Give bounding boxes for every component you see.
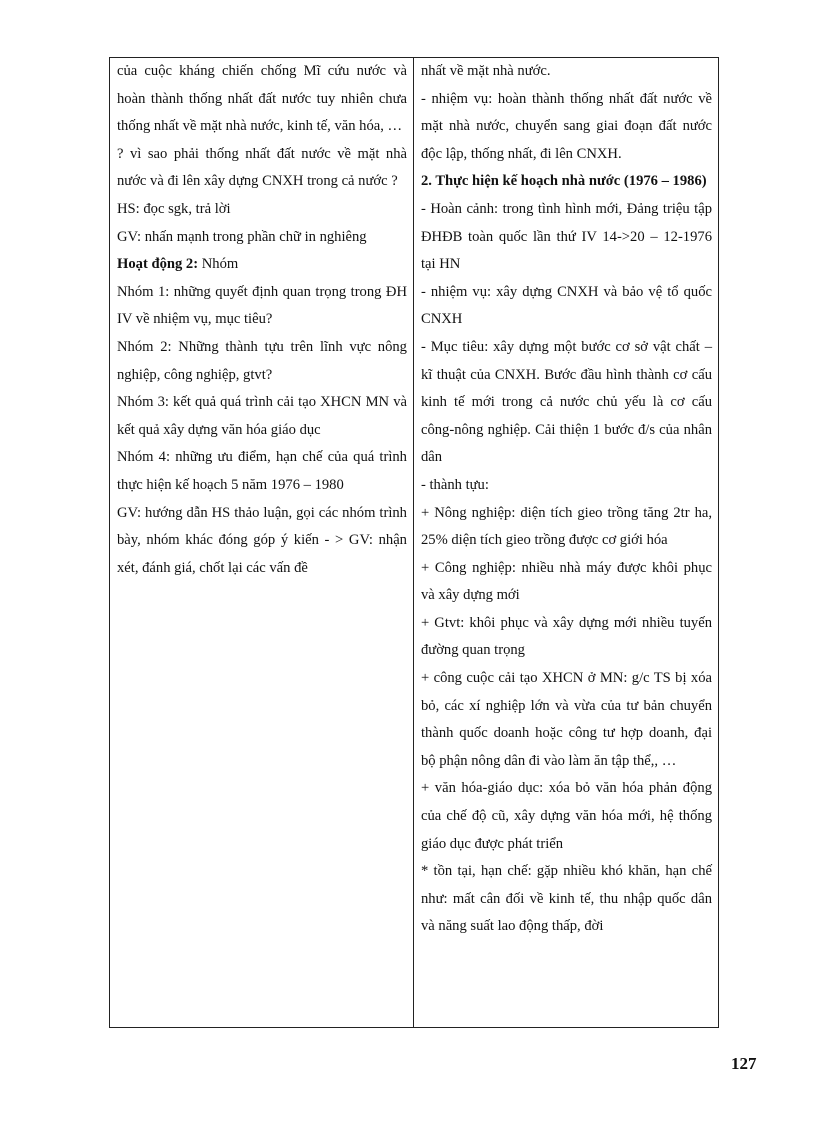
lesson-table [109,57,719,1028]
paragraph: nhất về mặt nhà nước. [420,63,551,79]
activity-heading: Hoạt động 2: [117,256,199,273]
paragraph: * tồn tại, hạn chế: gặp nhiều khó khăn, hạn chế như: mất cân đối về kinh tế, thu nhập quốc dân và năng suất lao động thấp, đời [420,863,712,935]
paragraph: Nhóm 4: những ưu điểm, hạn chế của quá trình thực hiện kế hoạch 5 năm 1976 – 1980 [117,449,407,493]
activity-type: Nhóm [198,256,239,273]
paragraph: ? vì sao phải thống nhất đất nước về mặt nhà nước và đi lên xây dựng CNXH trong cả nước ? [117,145,407,190]
paragraph: GV: nhấn mạnh trong phần chữ in nghiêng [117,228,367,245]
paragraph [117,251,407,279]
content-column [413,58,718,1028]
table-row [110,58,719,1028]
paragraph: + công cuộc cải tạo XHCN ở MN: g/c TS bị xóa bỏ, các xí nghiệp lớn và vừa của tư bản chuyển thành quốc doanh hoặc công tư hợp doanh, đại bộ phận nông dân đi vào làm ăn tập thể,, … [420,670,712,769]
paragraph: Nhóm 3: kết quả quá trình cải tạo XHCN MN và kết quả xây dựng văn hóa giáo dục [117,394,407,438]
paragraph: - nhiệm vụ: hoàn thành thống nhất đất nước về mặt nhà nước, chuyển sang giai đoạn đất nước độc lập, thống nhất, đi lên CNXH. [420,90,712,162]
paragraph: + Công nghiệp: nhiều nhà máy được khôi phục và xây dựng mới [420,559,712,604]
paragraph: của cuộc kháng chiến chống Mĩ cứu nước và hoàn thành thống nhất đất nước tuy nhiên chưa thống nhất về mặt nhà nước, kinh tế, văn hóa, … [117,63,407,135]
paragraph: GV: hướng dẫn HS thảo luận, gọi các nhóm trình bày, nhóm khác đóng góp ý kiến - > GV: nhận xét, đánh giá, chốt lại các vấn đề [117,504,407,576]
paragraph: - Mục tiêu: xây dựng một bước cơ sở vật chất – kĩ thuật của CNXH. Bước đầu hình thành cơ cấu kinh tế mới trong cả nước chủ yếu là cơ cấu công-nông nghiệp. Cải thiện 1 bước đ/s của nhân dân [420,338,712,466]
section-heading: 2. Thực hiện kế hoạch nhà nước (1976 – 1986) [420,173,707,190]
paragraph: Nhóm 2: Những thành tựu trên lĩnh vực nông nghiệp, công nghiệp, gtvt? [117,338,407,383]
paragraph: - Hoàn cảnh: trong tình hình mới, Đảng triệu tập ĐHĐB toàn quốc lần thứ IV 14->20 – 12-1976 tại HN [420,200,712,273]
paragraph: + văn hóa-giáo dục: xóa bỏ văn hóa phản động của chế độ cũ, xây dựng văn hóa mới, hệ thống giáo dục được phát triển [420,780,712,852]
paragraph: HS: đọc sgk, trả lời [117,200,231,217]
paragraph: + Gtvt: khôi phục và xây dựng mới nhiều tuyến đường quan trọng [420,614,712,659]
paragraph: - thành tựu: [420,476,489,493]
paragraph: - nhiệm vụ: xây dựng CNXH và bảo vệ tổ quốc CNXH [420,283,712,328]
paragraph: Nhóm 1: những quyết định quan trọng trong ĐH IV về nhiệm vụ, mục tiêu? [117,283,407,328]
teacher-student-activities-column [110,58,414,1028]
paragraph: + Nông nghiệp: diện tích gieo trồng tăng 2tr ha, 25% diện tích gieo trồng được cơ giới hóa [420,504,712,549]
page-number: 127 [731,1054,757,1073]
